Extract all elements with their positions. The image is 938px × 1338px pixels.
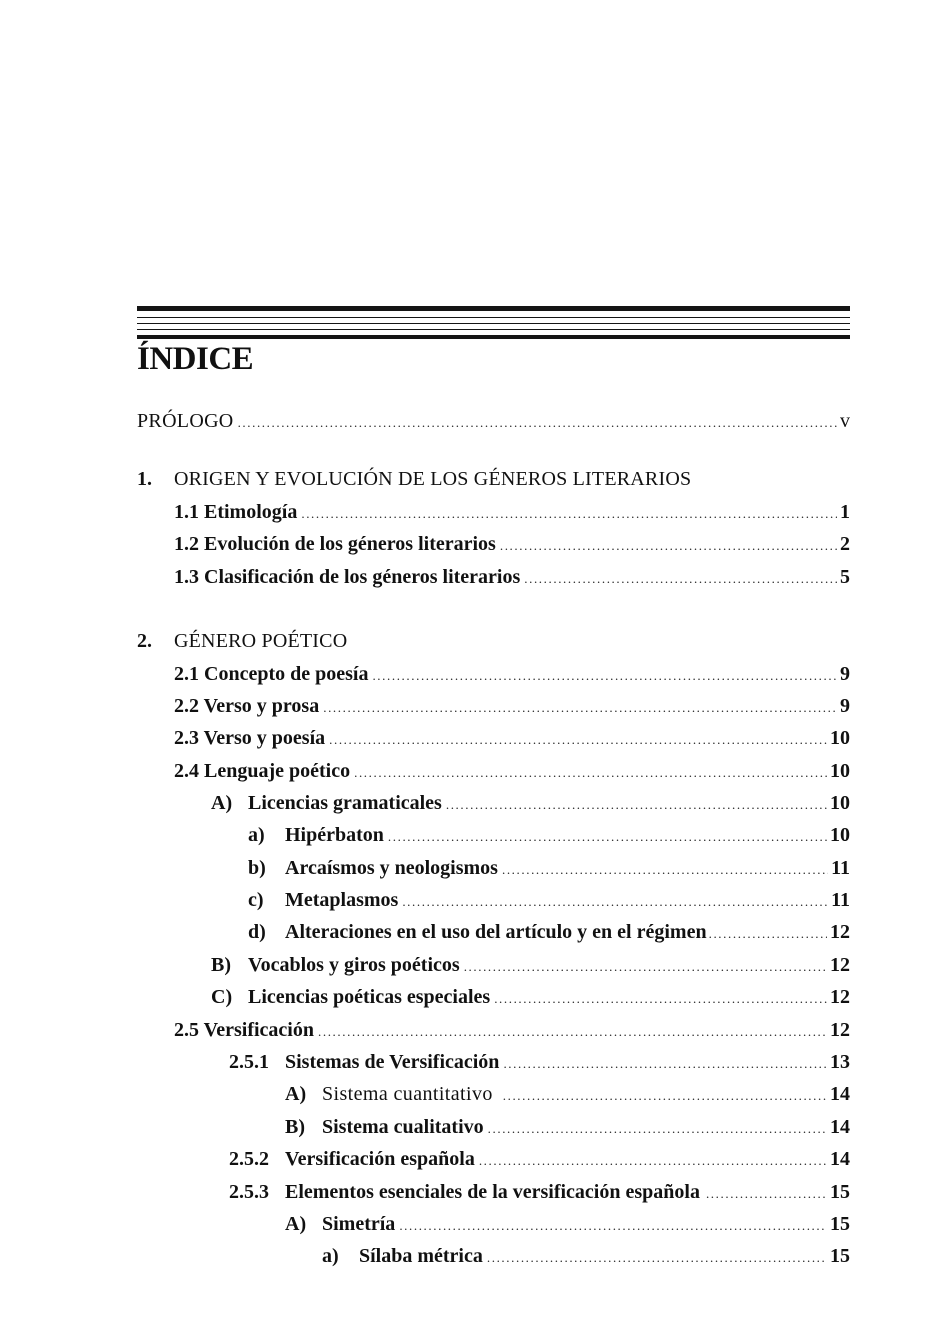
toc-entry (229, 1052, 850, 1072)
dot-leader (402, 895, 828, 908)
dot-leader (488, 1122, 827, 1135)
toc-entry-page: 10 (830, 792, 850, 814)
toc-entry (285, 1117, 850, 1137)
dot-leader (494, 992, 827, 1005)
toc-entry-number: 2.5.2 (229, 1148, 269, 1170)
toc-entry-page: 14 (830, 1083, 850, 1105)
toc-entry-page: 15 (830, 1181, 850, 1203)
toc-entry-page: 14 (830, 1148, 850, 1170)
toc-entry-title: 2.5 Versificación (174, 1019, 314, 1041)
toc-entry (211, 987, 850, 1007)
toc-entry-title: Arcaísmos y neologismos (285, 857, 498, 879)
toc-entry-page: 11 (831, 857, 850, 879)
toc-entry (211, 955, 850, 975)
dot-leader (388, 830, 827, 843)
toc-entry-page: 2 (840, 533, 850, 555)
toc-entry-number: c) (248, 889, 264, 911)
toc-entry-title: Sílaba métrica (359, 1245, 483, 1267)
chapter-heading-1 (137, 469, 691, 489)
dot-leader (706, 1187, 827, 1200)
toc-entry-number: C) (211, 986, 233, 1008)
toc-entry-number: d) (248, 921, 266, 943)
toc-entry-title: Metaplasmos (285, 889, 399, 911)
rule-thin-1 (137, 317, 850, 318)
dot-leader (479, 1154, 827, 1167)
chapter-number: 1. (137, 468, 152, 490)
toc-entry (229, 1182, 850, 1202)
toc-entry-title: Hipérbaton (285, 824, 384, 846)
toc-entry-title: Licencias gramaticales (248, 792, 442, 814)
dot-leader (318, 1025, 827, 1038)
toc-entry (248, 825, 850, 845)
rule-thick-bottom (137, 335, 850, 339)
toc-entry (174, 1020, 850, 1040)
toc-entry-page: 12 (830, 921, 850, 943)
toc-entry-number: A) (285, 1213, 307, 1235)
toc-entry-title: Simetría (322, 1213, 396, 1235)
toc-entry (229, 1149, 850, 1169)
toc-entry-title: 2.2 Verso y prosa (174, 695, 320, 717)
rule-thin-2 (137, 323, 850, 324)
chapter-title: GÉNERO POÉTICO (174, 630, 348, 652)
toc-entry-title: 1.1 Etimología (174, 501, 298, 523)
toc-entry (285, 1214, 850, 1234)
dot-leader (372, 669, 837, 682)
dot-leader (329, 733, 827, 746)
toc-entry-title: Vocablos y giros poéticos (248, 954, 460, 976)
toc-entry (174, 567, 850, 587)
dot-leader (709, 927, 827, 940)
toc-entry-number: a) (322, 1245, 339, 1267)
toc-entry-title: Licencias poéticas especiales (248, 986, 491, 1008)
toc-entry (248, 922, 850, 942)
dot-leader (323, 701, 837, 714)
chapter-number: 2. (137, 630, 152, 652)
toc-entry-page: 13 (830, 1051, 850, 1073)
dot-leader (500, 539, 837, 552)
toc-entry (322, 1246, 850, 1266)
toc-entry-page: 14 (830, 1116, 850, 1138)
toc-entry-title: Sistema cuantitativo (322, 1083, 493, 1105)
toc-entry-page: 15 (830, 1245, 850, 1267)
toc-entry-page: 12 (830, 954, 850, 976)
toc-entry-page: 9 (840, 695, 850, 717)
toc-entry (248, 890, 850, 910)
toc-entry-title: 2.3 Verso y poesía (174, 727, 326, 749)
toc-entry-title: PRÓLOGO (137, 410, 234, 432)
dot-leader (238, 416, 837, 429)
dot-leader (502, 863, 828, 876)
toc-entry-title: Elementos esenciales de la versificación española (285, 1181, 700, 1203)
toc-entry (174, 534, 850, 554)
toc-entry (211, 793, 850, 813)
toc-entry-page: 1 (840, 501, 850, 523)
toc-entry-page: v (840, 410, 850, 432)
toc-entry-title: Alteraciones en el uso del artículo y en el régimen (285, 921, 707, 943)
toc-entry-title: 1.3 Clasificación de los géneros literarios (174, 566, 521, 588)
toc-entry-page: 10 (830, 727, 850, 749)
toc-entry (174, 696, 850, 716)
dot-leader (464, 960, 827, 973)
toc-entry (285, 1084, 850, 1104)
toc-entry-title: Sistema cualitativo (322, 1116, 484, 1138)
dot-leader (399, 1219, 827, 1232)
toc-entry-prologue (137, 411, 850, 431)
rule-thick-top (137, 306, 850, 311)
toc-entry-number: 2.5.3 (229, 1181, 269, 1203)
toc-entry (248, 858, 850, 878)
dot-leader (301, 507, 837, 520)
dot-leader (503, 1057, 827, 1070)
toc-entry-page: 10 (830, 760, 850, 782)
toc-entry-number: 2.5.1 (229, 1051, 269, 1073)
toc-entry-page: 15 (830, 1213, 850, 1235)
toc-entry (174, 502, 850, 522)
toc-entry-title: 1.2 Evolución de los géneros literarios (174, 533, 496, 555)
toc-entry-page: 10 (830, 824, 850, 846)
chapter-heading-2 (137, 631, 347, 651)
toc-entry-page: 12 (830, 986, 850, 1008)
dot-leader (446, 798, 827, 811)
toc-entry-page: 5 (840, 566, 850, 588)
toc-entry-title: 2.1 Concepto de poesía (174, 663, 369, 685)
rule-thin-3 (137, 329, 850, 330)
toc-entry-number: A) (211, 792, 233, 814)
dot-leader (354, 766, 827, 779)
toc-entry-page: 9 (840, 663, 850, 685)
toc-entry (174, 728, 850, 748)
toc-entry-title: Sistemas de Versificación (285, 1051, 500, 1073)
toc-entry-number: B) (211, 954, 231, 976)
page-title: ÍNDICE (137, 341, 254, 377)
chapter-title: ORIGEN Y EVOLUCIÓN DE LOS GÉNEROS LITERARIOS (174, 468, 692, 490)
dot-leader (503, 1089, 827, 1102)
toc-entry-title: 2.4 Lenguaje poético (174, 760, 351, 782)
toc-entry (174, 761, 850, 781)
toc-entry-title: Versificación española (285, 1148, 475, 1170)
toc-entry-number: B) (285, 1116, 305, 1138)
toc-entry-number: a) (248, 824, 265, 846)
toc-entry-number: b) (248, 857, 266, 879)
dot-leader (524, 572, 837, 585)
toc-entry (174, 664, 850, 684)
toc-entry-number: A) (285, 1083, 307, 1105)
toc-entry-page: 12 (830, 1019, 850, 1041)
toc-entry-page: 11 (831, 889, 850, 911)
dot-leader (487, 1251, 827, 1264)
